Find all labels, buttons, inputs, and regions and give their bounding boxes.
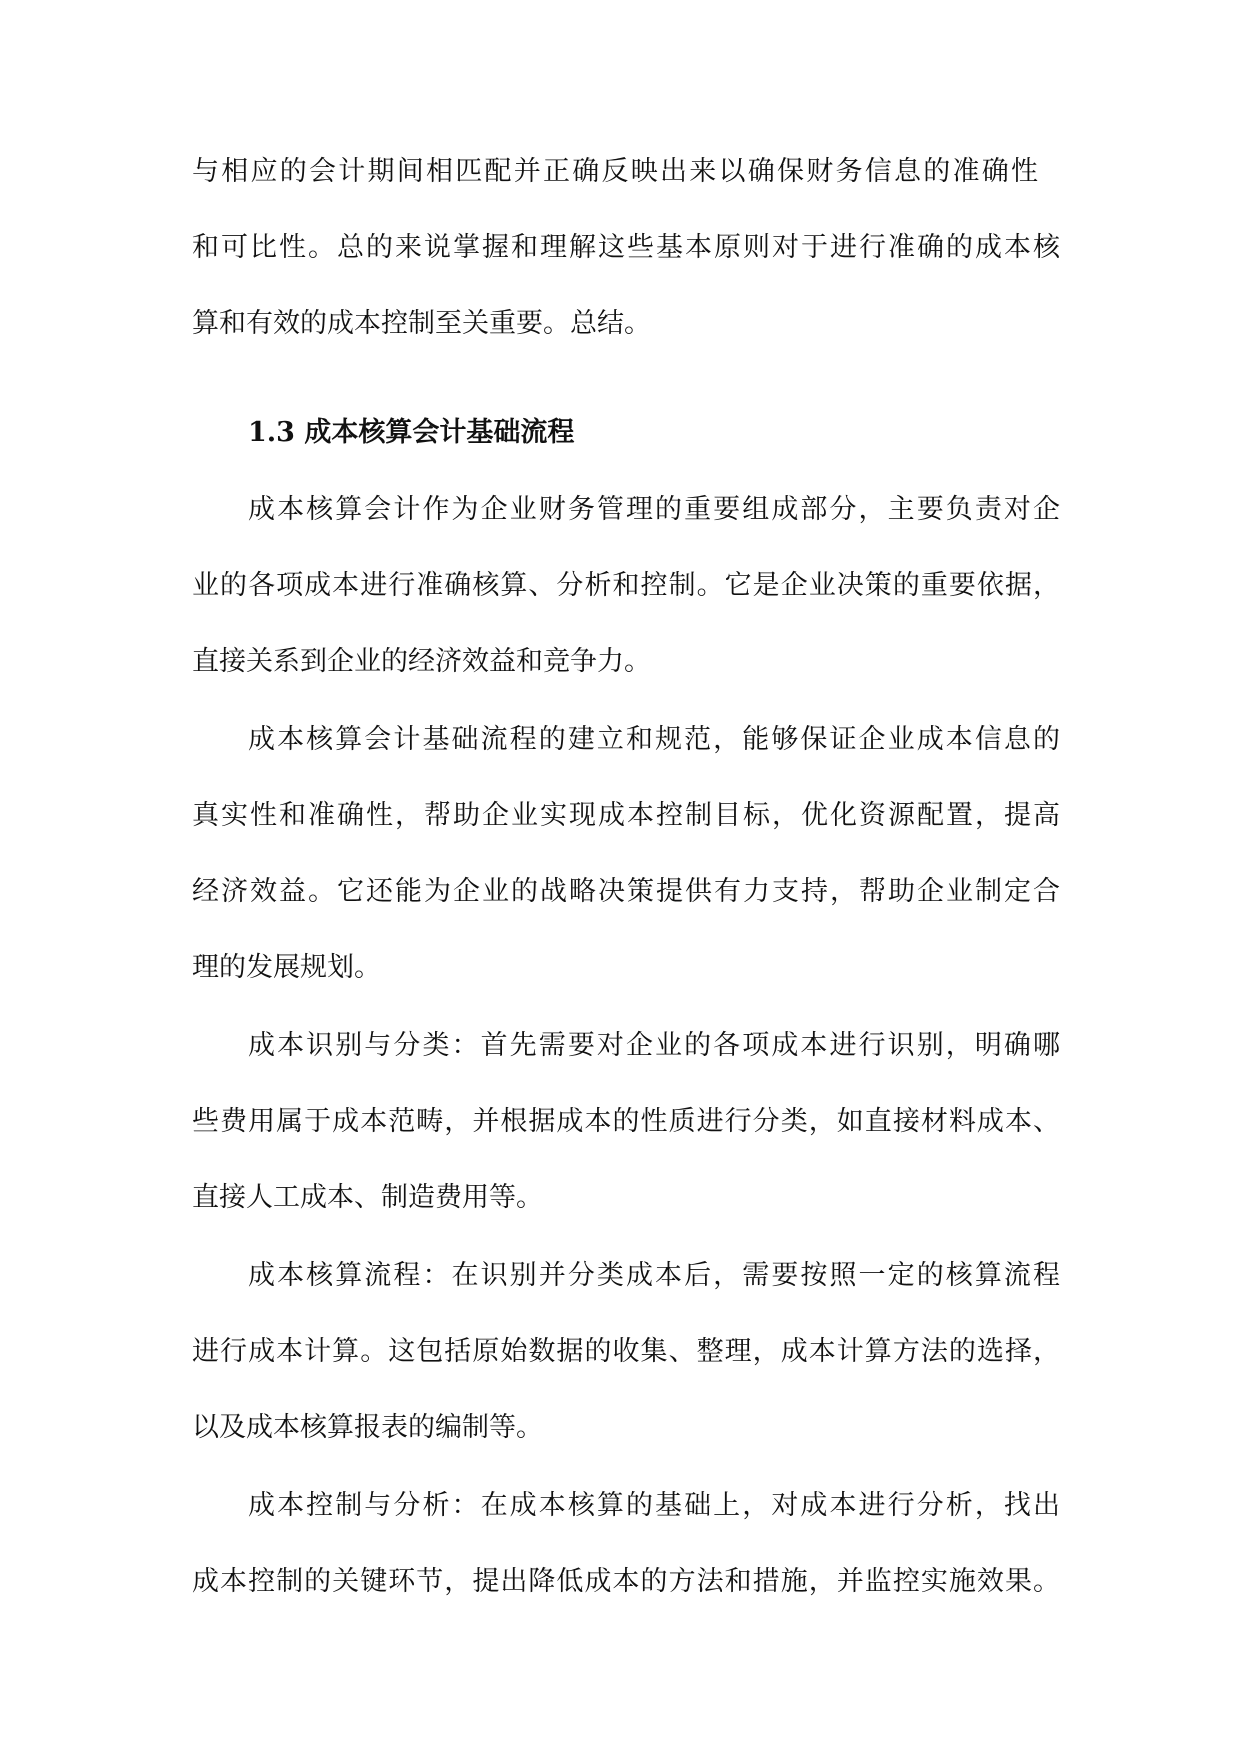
paragraph-line: 些费用属于成本范畴，并根据成本的性质进行分类，如直接材料成本、 xyxy=(192,1106,1060,1137)
paragraph-line: 与相应的会计期间相匹配并正确反映出来以确保财务信息的准确性 xyxy=(192,156,1038,187)
paragraph-line: 成本核算会计基础流程的建立和规范，能够保证企业成本信息的 xyxy=(248,724,1060,755)
paragraph-line: 成本控制与分析：在成本核算的基础上，对成本进行分析，找出 xyxy=(248,1490,1060,1521)
document-body xyxy=(192,134,1060,1620)
paragraph xyxy=(192,1238,1060,1466)
paragraph xyxy=(192,134,1060,362)
paragraph-line: 进行成本计算。这包括原始数据的收集、整理，成本计算方法的选择， xyxy=(192,1336,1060,1367)
paragraph-line: 直接关系到企业的经济效益和竞争力。 xyxy=(192,646,651,677)
paragraph-line: 成本控制的关键环节，提出降低成本的方法和措施，并监控实施效果。 xyxy=(192,1566,1060,1597)
paragraph-line: 真实性和准确性，帮助企业实现成本控制目标，优化资源配置，提高 xyxy=(192,800,1060,831)
paragraph-line: 以及成本核算报表的编制等。 xyxy=(192,1412,543,1443)
paragraph-line: 成本核算流程：在识别并分类成本后，需要按照一定的核算流程 xyxy=(248,1260,1060,1291)
section-heading: 1.3 成本核算会计基础流程 xyxy=(248,417,575,448)
paragraph-line: 业的各项成本进行准确核算、分析和控制。它是企业决策的重要依据， xyxy=(192,570,1060,601)
paragraph xyxy=(192,702,1060,1006)
paragraph xyxy=(192,1468,1060,1620)
paragraph-line: 成本核算会计作为企业财务管理的重要组成部分，主要负责对企 xyxy=(248,494,1060,525)
paragraph-line: 成本识别与分类：首先需要对企业的各项成本进行识别，明确哪 xyxy=(248,1030,1060,1061)
paragraph xyxy=(192,1008,1060,1236)
paragraph-line: 经济效益。它还能为企业的战略决策提供有力支持，帮助企业制定合 xyxy=(192,876,1060,907)
paragraph-line: 理的发展规划。 xyxy=(192,952,381,983)
paragraph xyxy=(192,472,1060,700)
paragraph-line: 和可比性。总的来说掌握和理解这些基本原则对于进行准确的成本核 xyxy=(192,232,1060,263)
paragraph-line: 算和有效的成本控制至关重要。总结。 xyxy=(192,308,651,339)
paragraph-line: 直接人工成本、制造费用等。 xyxy=(192,1182,543,1213)
